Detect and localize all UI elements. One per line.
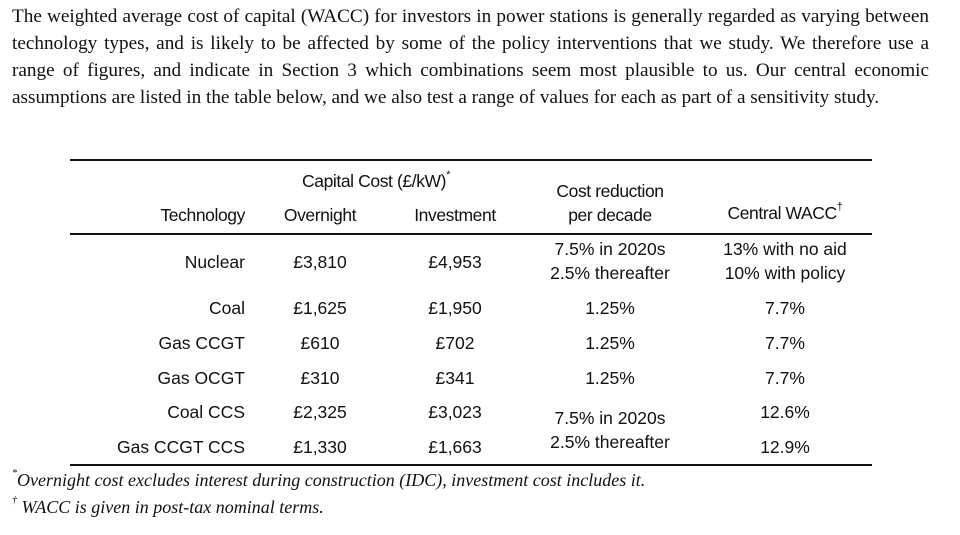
row-coal-ccs-investment: £3,023: [428, 402, 482, 422]
footnote-wacc: † WACC is given in post-tax nominal terms.: [12, 495, 324, 517]
row-gas-ccgt-ccs-investment: £1,663: [428, 437, 482, 457]
row-coal-ccs-technology: Coal CCS: [167, 402, 245, 422]
row-nuclear-reduction-line1: 7.5% in 2020s: [554, 239, 666, 259]
row-nuclear-investment: £4,953: [428, 252, 482, 272]
row-coal-reduction: 1.25%: [585, 298, 635, 318]
row-nuclear-wacc-line1: 13% with no aid: [723, 239, 847, 259]
row-gas-ocgt-overnight: £310: [300, 368, 340, 388]
header-overnight: Overnight: [283, 205, 357, 225]
row-gas-ocgt-wacc: 7.7%: [765, 368, 805, 388]
ccs-reduction-line1: 7.5% in 2020s: [554, 408, 666, 428]
row-gas-ccgt-investment: £702: [435, 333, 475, 353]
row-gas-ccgt-technology: Gas CCGT: [158, 333, 245, 353]
table-top-rule: [70, 159, 872, 161]
row-nuclear-reduction-line2: 2.5% thereafter: [550, 263, 670, 283]
row-coal-technology: Coal: [209, 298, 245, 318]
row-coal-overnight: £1,625: [293, 298, 347, 318]
capital-cost-group-header: Capital Cost (£/kW)*: [302, 169, 450, 191]
row-gas-ocgt-investment: £341: [435, 368, 475, 388]
row-gas-ccgt-wacc: 7.7%: [765, 333, 805, 353]
header-per-decade: per decade: [568, 205, 652, 225]
header-cost-reduction: Cost reduction: [556, 181, 664, 201]
body-paragraph: The weighted average cost of capital (WACC) for investors in power stations is generally regarded as varying between technology types, and is likely to be affected by some of the policy interventions that we study. We therefore use a range of figures, and indicate in Section 3 which combinations seem most plausible to us. Our central economic assumptions are listed in the table below, and we also test a range of values for each as part of a sensitivity study.: [12, 6, 929, 108]
row-coal-ccs-overnight: £2,325: [293, 402, 347, 422]
row-gas-ocgt-reduction: 1.25%: [585, 368, 635, 388]
row-gas-ccgt-ccs-technology: Gas CCGT CCS: [116, 437, 245, 457]
footnote-overnight: *Overnight cost excludes interest during construction (IDC), investment cost includes it.: [12, 468, 646, 490]
header-investment: Investment: [414, 205, 496, 225]
row-coal-investment: £1,950: [428, 298, 482, 318]
row-nuclear-technology: Nuclear: [184, 252, 245, 272]
ccs-reduction-line2: 2.5% thereafter: [550, 432, 670, 452]
row-gas-ccgt-ccs-wacc: 12.9%: [760, 437, 810, 457]
row-coal-wacc: 7.7%: [765, 298, 805, 318]
header-central-wacc: Central WACC†: [727, 201, 843, 223]
table-bottom-rule: [70, 464, 872, 466]
row-nuclear-wacc-line2: 10% with policy: [724, 263, 846, 283]
row-gas-ccgt-ccs-overnight: £1,330: [293, 437, 347, 457]
row-gas-ccgt-overnight: £610: [300, 333, 340, 353]
row-nuclear-overnight: £3,810: [293, 252, 347, 272]
header-technology: Technology: [160, 205, 245, 225]
table-header-rule: [70, 233, 872, 235]
row-gas-ocgt-technology: Gas OCGT: [157, 368, 245, 388]
row-coal-ccs-wacc: 12.6%: [760, 402, 810, 422]
row-gas-ccgt-reduction: 1.25%: [585, 333, 635, 353]
